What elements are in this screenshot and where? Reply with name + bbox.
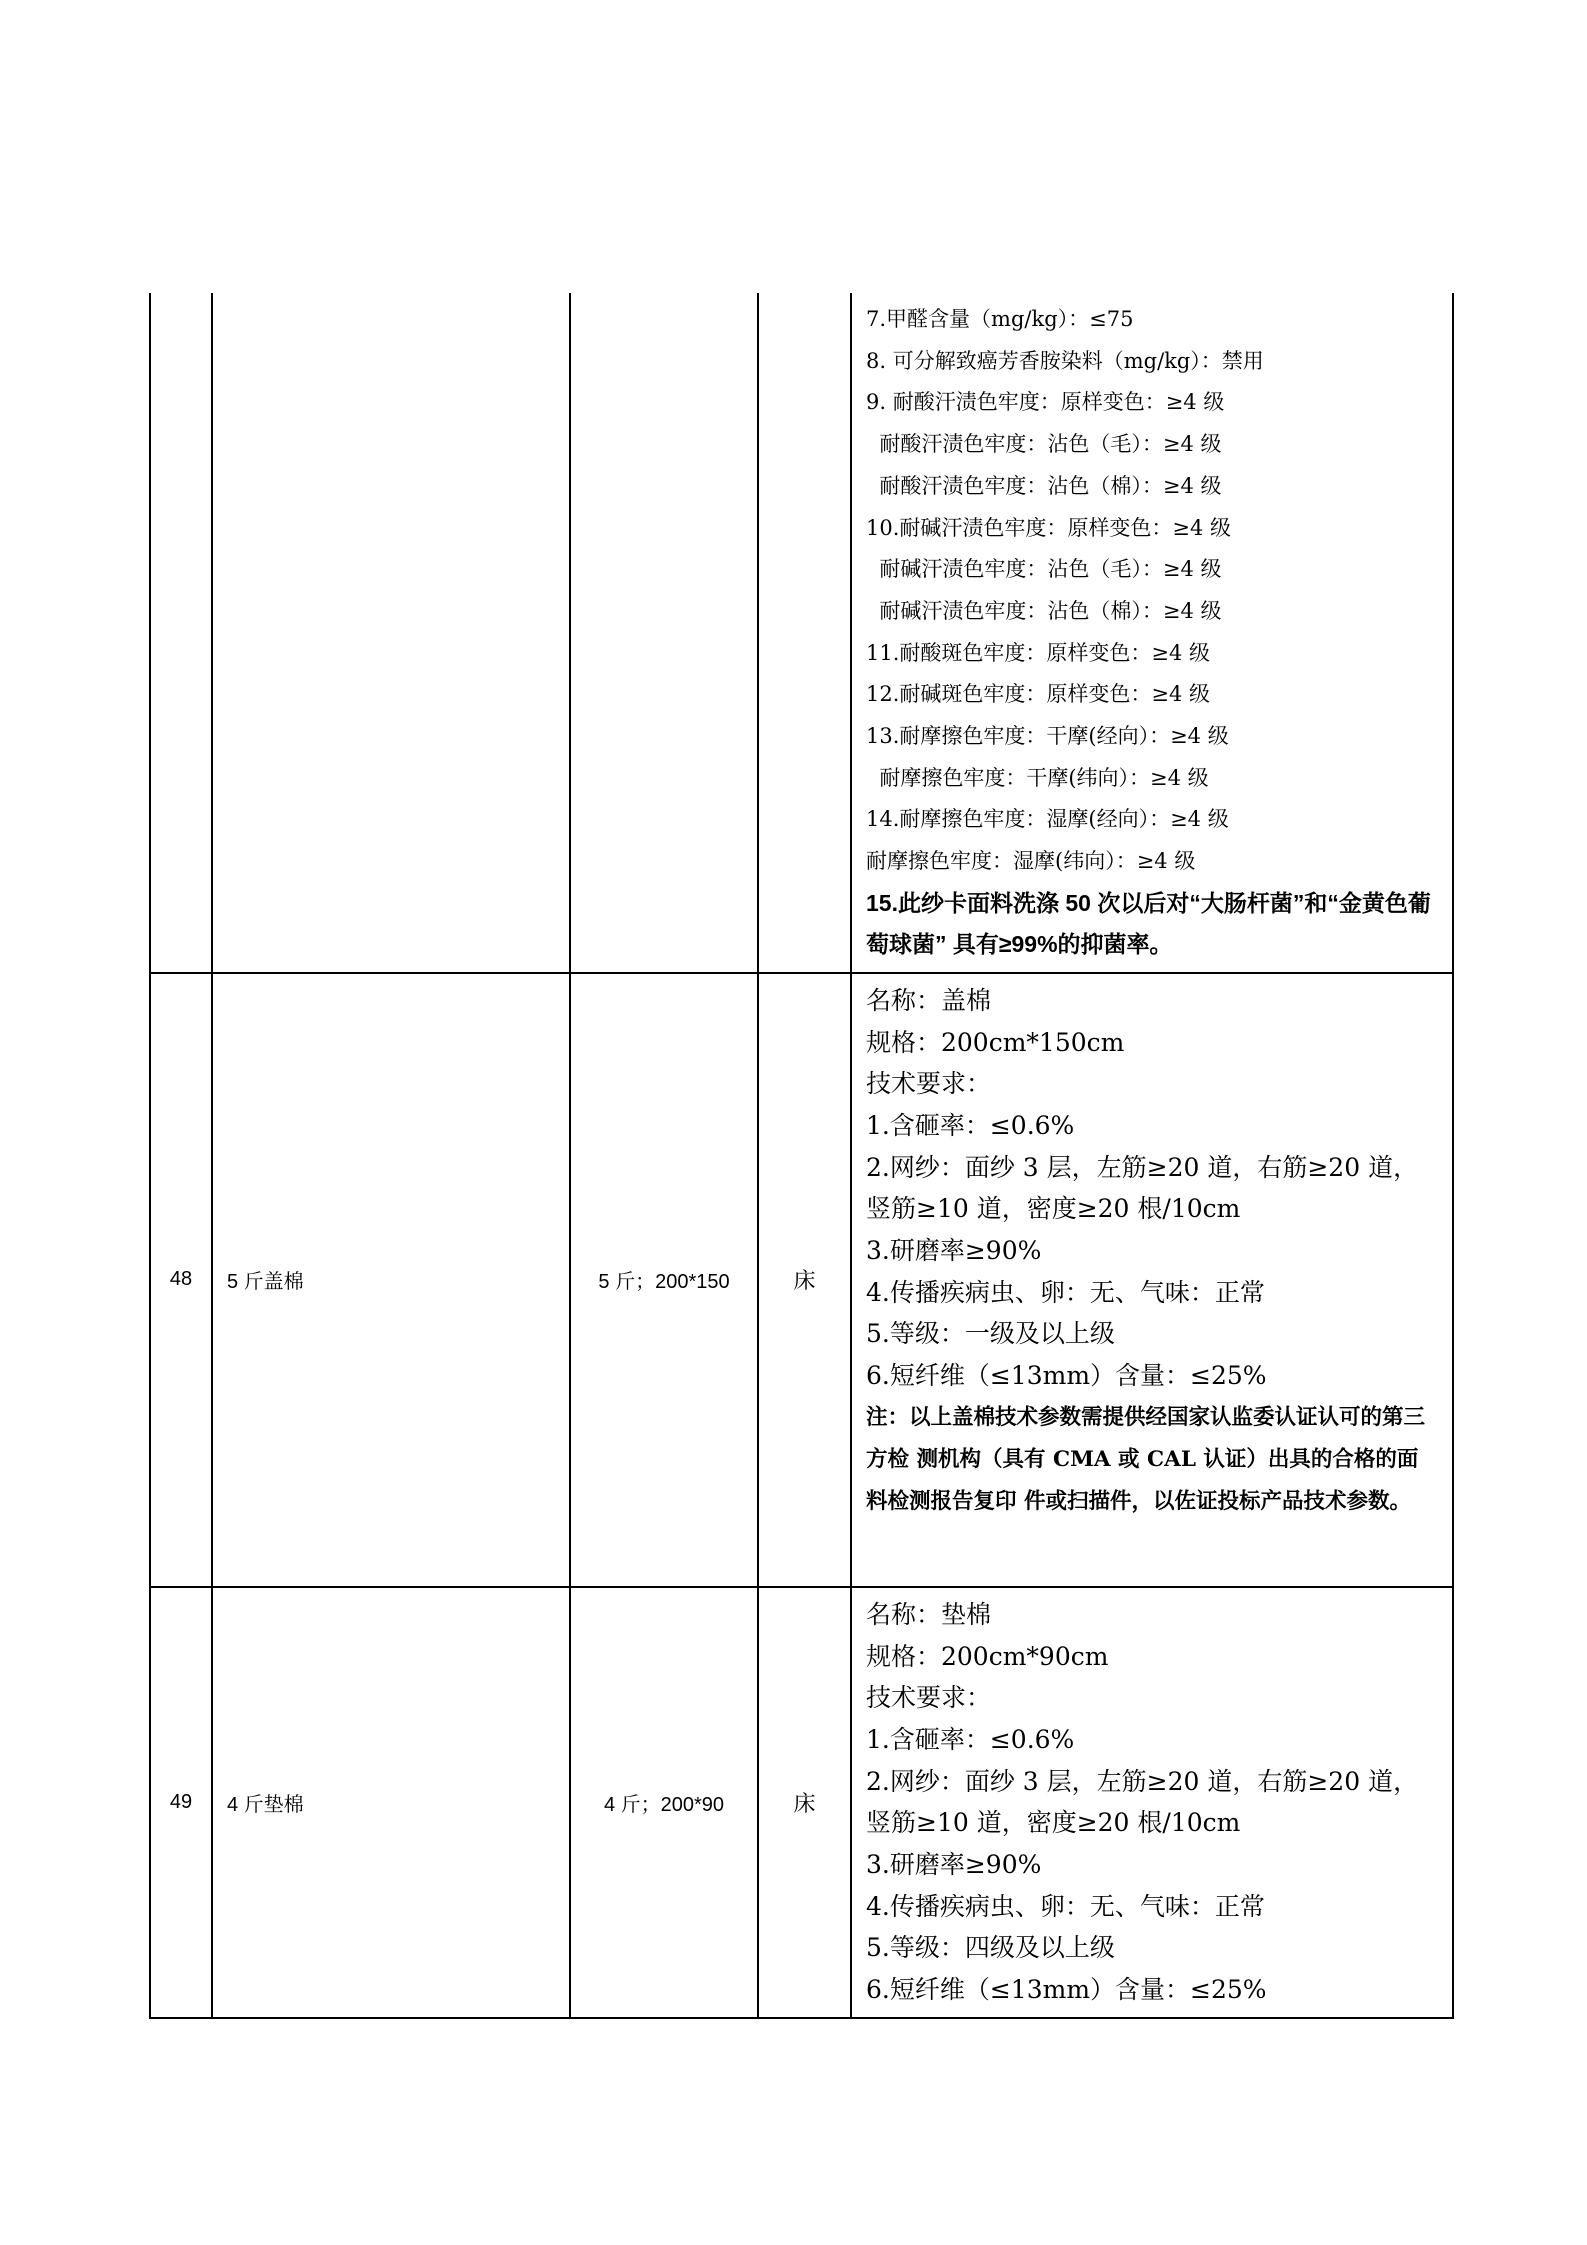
- item-spec: 5 斤；200*150: [570, 973, 758, 1587]
- requirement-line: 11.耐酸斑色牢度：原样变色：≥4 级: [866, 640, 1211, 665]
- requirement-line: 6.短纤维（≤13mm）含量：≤25%: [866, 1361, 1267, 1391]
- item-name: 5 斤盖棉: [212, 973, 570, 1587]
- requirement-line: 耐酸汗渍色牢度：沾色（毛）：≥4 级: [866, 432, 1222, 457]
- requirement-line: 耐酸汗渍色牢度：沾色（棉）：≥4 级: [866, 473, 1222, 498]
- table-row: [150, 1587, 1453, 2018]
- requirement-line: 5.等级：一级及以上级: [866, 1319, 1115, 1349]
- requirement-line: 5.等级：四级及以上级: [866, 1933, 1115, 1963]
- requirement-line: 4.传播疾病虫、卵：无、气味：正常: [866, 1891, 1265, 1921]
- requirement-line: 1.含砸率：≤0.6%: [866, 1724, 1075, 1754]
- requirement-line: 2.网纱：面纱 3 层，左筋≥20 道，右筋≥20 道，竖筋≥10 道，密度≥20 根/10cm: [866, 1766, 1419, 1838]
- item-name: [212, 293, 570, 973]
- requirement-line: 1.含砸率：≤0.6%: [866, 1110, 1075, 1140]
- requirement-line: 规格：200cm*150cm: [866, 1027, 1125, 1057]
- requirement-line: 规格：200cm*90cm: [866, 1641, 1109, 1671]
- item-requirements: [851, 973, 1453, 1587]
- requirement-line: 12.耐碱斑色牢度：原样变色：≥4 级: [866, 682, 1211, 707]
- requirement-line: 14.耐摩擦色牢度：湿摩(经向）：≥4 级: [866, 807, 1229, 832]
- item-spec: 4 斤；200*90: [570, 1587, 758, 2018]
- item-unit: 床: [758, 973, 851, 1587]
- item-unit: 床: [758, 1587, 851, 2018]
- item-number: [150, 293, 212, 973]
- item-requirements: [851, 1587, 1453, 2018]
- requirement-line: 6.短纤维（≤13mm）含量：≤25%: [866, 1975, 1267, 2005]
- item-number: 49: [150, 1587, 212, 2018]
- requirement-line: 3.研磨率≥90%: [866, 1236, 1042, 1266]
- requirement-line: 10.耐碱汗渍色牢度：原样变色：≥4 级: [866, 515, 1232, 540]
- table-row: [150, 293, 1453, 973]
- requirement-line: 名称：盖棉: [866, 985, 992, 1015]
- requirement-line: 13.耐摩擦色牢度：干摩(经向）：≥4 级: [866, 724, 1229, 749]
- item-number: 48: [150, 973, 212, 1587]
- requirement-line: 技术要求：: [866, 1069, 992, 1099]
- requirement-line: 4.传播疾病虫、卵：无、气味：正常: [866, 1277, 1265, 1307]
- requirement-line: 耐摩擦色牢度：干摩(纬向）：≥4 级: [866, 765, 1209, 790]
- requirement-line: 耐碱汗渍色牢度：沾色（毛）：≥4 级: [866, 557, 1222, 582]
- requirement-line: 9. 耐酸汗渍色牢度：原样变色：≥4 级: [866, 390, 1225, 415]
- requirement-line: 耐摩擦色牢度：湿摩(纬向）：≥4 级: [866, 849, 1196, 874]
- table-row: [150, 973, 1453, 1587]
- item-name: 4 斤垫棉: [212, 1587, 570, 2018]
- item-spec: [570, 293, 758, 973]
- requirement-line: 技术要求：: [866, 1683, 992, 1713]
- requirement-line: 2.网纱：面纱 3 层，左筋≥20 道，右筋≥20 道，竖筋≥10 道，密度≥20 根/10cm: [866, 1152, 1419, 1224]
- certification-note: 注：以上盖棉技术参数需提供经国家认监委认证认可的第三方检 测机构（具有 CMA 或 CAL 认证）出具的合格的面料检测报告复印 件或扫描件，以佐证投标产品技术参数。: [866, 1404, 1426, 1514]
- requirement-line: 耐碱汗渍色牢度：沾色（棉）：≥4 级: [866, 598, 1222, 623]
- requirement-line: 3.研磨率≥90%: [866, 1850, 1042, 1880]
- antibacterial-requirement: 15.此纱卡面料洗涤 50 次以后对“大肠杆菌”和“金黄色葡萄球菌” 具有≥99%的抑菌率。: [866, 889, 1431, 958]
- requirement-line: 8. 可分解致癌芳香胺染料（mg/kg）：禁用: [866, 348, 1264, 373]
- item-requirements: [851, 293, 1453, 973]
- requirement-line: 7.甲醛含量（mg/kg）：≤75: [866, 307, 1134, 331]
- requirement-line: 名称：垫棉: [866, 1599, 992, 1629]
- spec-table: [149, 293, 1454, 2019]
- item-unit: [758, 293, 851, 973]
